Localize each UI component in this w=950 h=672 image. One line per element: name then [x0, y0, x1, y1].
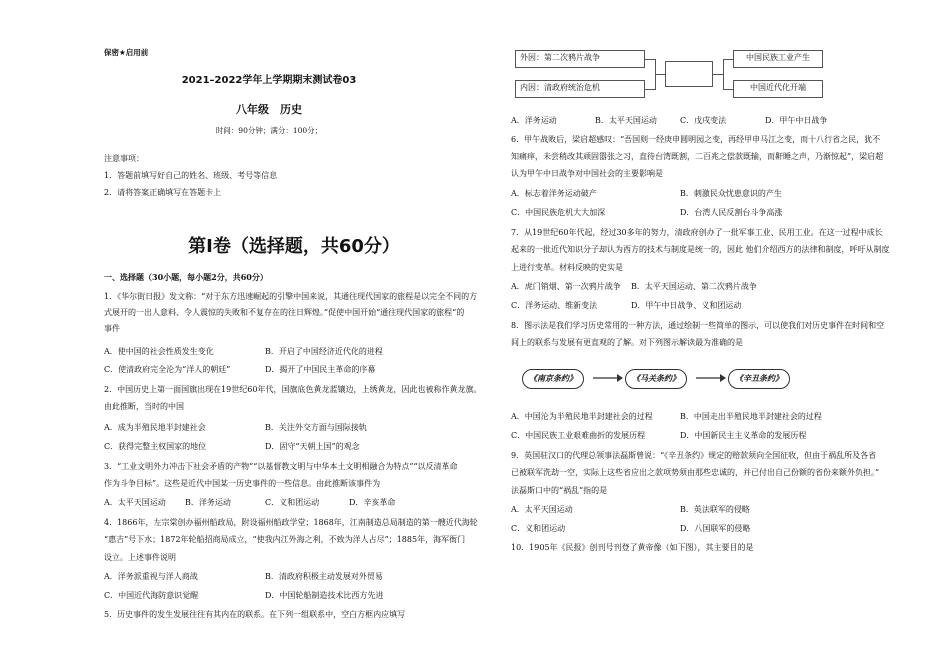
q2-option-b: B．关注外交方面与国际接轨	[265, 423, 367, 432]
q9-line: 法磊斯口中的“祸乱”指的是	[511, 486, 608, 495]
diagram-box-result-industry: 中国民族工业产生	[733, 50, 823, 68]
q8-option-c: C．中国民族工业艰难曲折的发展历程	[511, 431, 646, 440]
diagram-box-external-cause: 外因：第二次鸦片战争	[515, 50, 645, 68]
q8-oval-boxer-protocol: 《辛丑条约》	[728, 369, 790, 389]
q6-option-d: D．台湾人民反割台斗争高涨	[680, 208, 783, 217]
q9-option-a: A．太平天国运动	[511, 505, 573, 514]
q6-option-a: A．标志着洋务运动破产	[511, 189, 597, 198]
q4-option-d: D．中国轮船制造技术比西方先进	[265, 591, 384, 600]
diagram-connector	[655, 74, 665, 75]
q6-option-c: C．中国民族危机大大加深	[511, 208, 606, 217]
q1-line: 式展开的一出人意料、令人震惊的失败和不复存在的往日辉煌。”促使中国开始“通往现代国家的旅程“的	[104, 308, 465, 317]
note-item: 1．答题前填写好自己的姓名、班级、考号等信息	[104, 171, 278, 180]
diagram-blank-box	[665, 61, 713, 87]
q3-option-a: A．太平天国运动	[104, 498, 166, 507]
exam-title: 2021–2022学年上学期期末测试卷03	[181, 75, 357, 86]
q1-option-b: B．开启了中国经济近代化的进程	[265, 347, 383, 356]
q5-option-b: B．太平天国运动	[595, 116, 657, 125]
diagram-connector	[645, 59, 655, 60]
q2-option-c: C．获得完整主权国家的地位	[104, 442, 207, 451]
q8-oval-shimonoseki-treaty: 《马关条约》	[625, 369, 687, 389]
q9-option-d: D．八国联军的侵略	[680, 524, 751, 533]
q3-option-c: C．义和团运动	[265, 498, 320, 507]
q4-line: 设立。上述事件说明	[104, 553, 176, 562]
q5-line: 5．历史事件的发生发展往往有其内在的联系。在下列一组联系中，空白方框内应填写	[104, 610, 406, 619]
q1-line: 1．《华尔街日报》发文称：“对于东方迅速崛起的引擎中国来说，其通往现代国家的旅程是以完全不同的方	[104, 292, 478, 301]
q7-option-b: B．太平天国运动、第二次鸦片战争	[631, 282, 757, 291]
confidential-mark: 保密★启用前	[104, 48, 149, 57]
q1-line: 事件	[104, 324, 120, 333]
q8-line: 8．图示法是我们学习历史常用的一种方法，通过绘制一些简单的图示，可以使我们对历史事件在时间和空	[511, 321, 885, 330]
q7-option-a: A．虎门销烟、第一次鸦片战争	[511, 282, 621, 291]
q3-line: 作为斗争目标”。这些是近代中国某一历史事件的一些信息。由此推断该事件为	[104, 479, 381, 488]
q7-option-c: C．洋务运动、维新变法	[511, 301, 598, 310]
q8-option-b: B．中国走出半殖民地半封建社会的过程	[680, 412, 822, 421]
q8-option-d: D．中国新民主主义革命的发展历程	[680, 431, 807, 440]
q4-option-b: B．清政府积极主动发展对外贸易	[265, 572, 383, 581]
q7-line: 上进行变革。材料反映的史实是	[511, 263, 623, 272]
q2-line: 2．中国历史上第一面国旗出现在19世纪60年代，国旗底色黄龙蓝镶边，上绣黄龙，因此也被称作黄龙旗。	[104, 385, 482, 394]
q3-line: 3．“工业文明外力冲击下社会矛盾的产物”“以基督教文明与中华本土文明相融合为特点”“以反清革命	[104, 462, 458, 471]
diagram-box-result-modernization: 中国近代化开端	[733, 80, 823, 98]
q4-option-a: A．洋务派重视与洋人商战	[104, 572, 198, 581]
q5-option-a: A．洋务运动	[511, 116, 557, 125]
q1-option-a: A．使中国的社会性质发生变化	[104, 347, 214, 356]
q4-line: “惠吉”号下水；1872年轮船招商局成立，“使我内江外海之利，不致为洋人占尽”；1885年，海军衙门	[104, 535, 466, 544]
q2-line: 由此推断，当时的中国	[104, 402, 184, 411]
part-heading: 一、选择题（30小题，每小题2分，共60分）	[104, 272, 268, 282]
q1-option-d: D．揭开了中国民主革命的序幕	[265, 365, 376, 374]
q5-option-d: D．甲午中日战争	[765, 116, 828, 125]
q2-option-d: D．固守“天朝上国”的观念	[265, 442, 360, 451]
exam-subject: 八年级 历史	[236, 103, 302, 116]
q3-option-b: B．洋务运动	[185, 498, 231, 507]
q4-line: 4．1866年，左宗棠创办福州船政局，附设福州船政学堂；1868年，江南制造总局制造的第一艘近代海轮	[104, 518, 478, 527]
section-title: 第Ⅰ卷（选择题，共60分）	[188, 236, 400, 257]
q6-option-b: B．刺激民众忧患意识的产生	[680, 189, 782, 198]
q6-line: 知痛痒，未尝稍改其顽固嚣张之习，直待台湾既割，二百兆之偿款既输，而鼾睡之声，乃渐惊起”，梁启超	[511, 152, 884, 161]
diagram-connector	[713, 74, 723, 75]
q4-option-c: C．中国近代海防意识觉醒	[104, 591, 199, 600]
q8-option-a: A．中国沦为半殖民地半封建社会的过程	[511, 412, 653, 421]
q9-line: 已被联军洗劫一空，实际上这些省应出之款项势须由那些忠诚的，并已付出自己份额的省份来额外负担。”	[511, 468, 880, 477]
q5-option-c: C．戊戌变法	[680, 116, 727, 125]
q9-option-c: C．义和团运动	[511, 524, 566, 533]
note-item: 2．请将答案正确填写在答题卡上	[104, 188, 222, 197]
q6-line: 认为甲午中日战争对中国社会的主要影响是	[511, 169, 663, 178]
q1-option-c: C．使清政府完全沦为“洋人的朝廷”	[104, 365, 231, 374]
diagram-box-internal-cause: 内因：清政府统治危机	[515, 80, 645, 98]
notes-heading: 注意事项：	[104, 154, 144, 163]
q7-option-d: D．甲午中日战争、义和团运动	[631, 301, 742, 310]
q7-line: 7．从19世纪60年代起，经过30多年的努力，清政府创办了一批军事工业、民用工业。在这一过程中成长	[511, 228, 883, 237]
q9-line: 9．英国驻汉口的代理总领事法磊斯曾说：“《辛丑条约》规定的赔款须向全国征收，但由于祸乱所及各省	[511, 451, 877, 460]
diagram-connector	[723, 59, 724, 90]
q3-option-d: D．辛亥革命	[349, 498, 396, 507]
q6-line: 6．甲午战败后，梁启超感叹：“吾国则一经庚申圆明园之变，再经甲申马江之变，而十八行省之民，犹不	[511, 135, 881, 144]
q8-arrow-icon	[696, 372, 726, 384]
diagram-connector	[723, 89, 733, 90]
exam-time-score: 时间：90分钟；满分：100分；	[215, 126, 323, 135]
q2-option-a: A．成为半殖民地半封建社会	[104, 423, 206, 432]
q8-line: 间上的联系与发展有更直观的了解。对下列图示解读最为准确的是	[511, 338, 743, 347]
diagram-connector	[645, 89, 655, 90]
q9-option-b: B．英法联军的侵略	[680, 505, 750, 514]
diagram-connector	[723, 59, 733, 60]
q8-oval-nanjing-treaty: 《南京条约》	[522, 369, 584, 389]
q7-line: 起来的一批近代知识分子却认为西方的技术与制度是统一的，因此 他们介绍西方的法律和制度，呼吁从制度	[511, 245, 890, 254]
q10-line: 10．1905年《民报》创刊号刊登了黄帝像（如下图），其主要目的是	[511, 543, 754, 552]
q8-arrow-icon	[593, 372, 623, 384]
